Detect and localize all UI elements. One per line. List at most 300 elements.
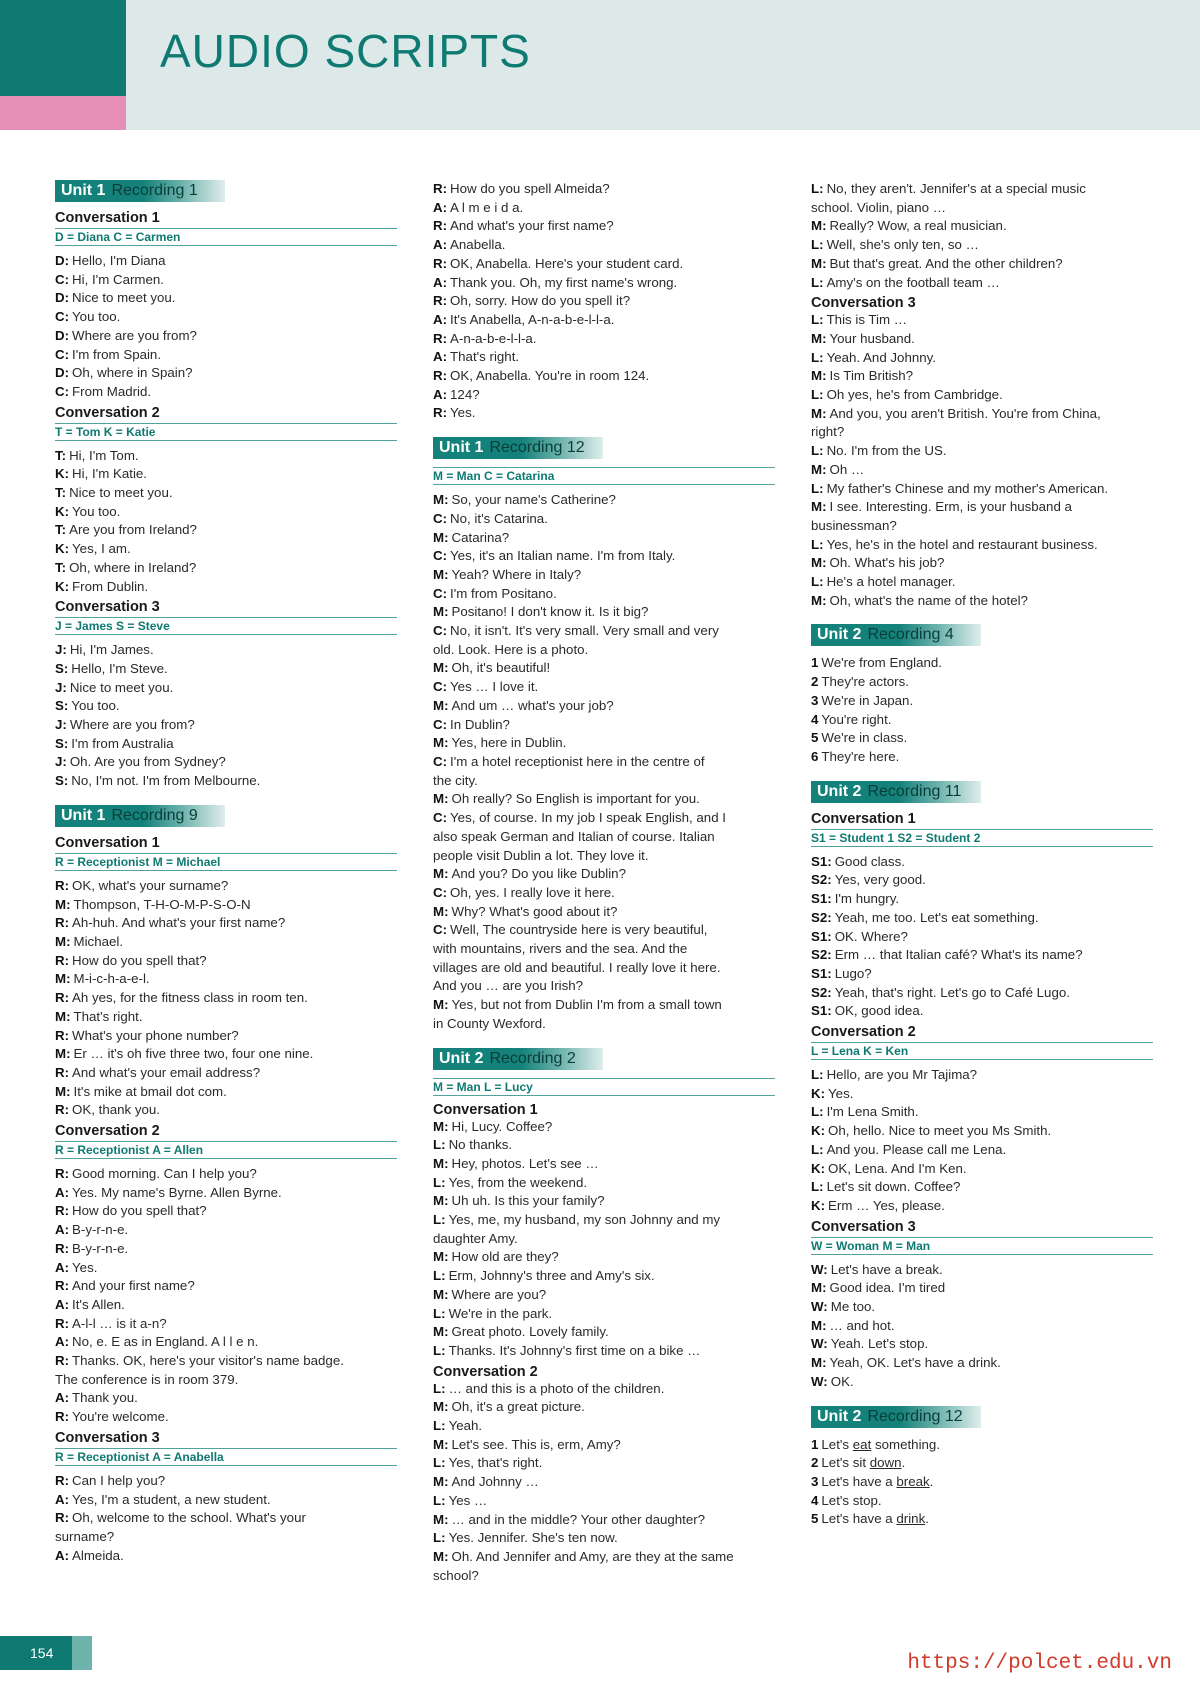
line-text: Well, The countryside here is very beautiful, [450, 922, 708, 938]
line-text: Thanks. OK, here's your visitor's name badge. [72, 1353, 344, 1369]
script-line [433, 180, 775, 199]
speaker-label: M: [811, 1317, 827, 1333]
line-text: My father's Chinese and my mother's American. [826, 480, 1109, 496]
script-line [811, 1178, 1153, 1197]
speaker-label: 4 [811, 711, 819, 727]
speaker-label: L: [811, 1104, 824, 1120]
script-line [433, 1305, 775, 1324]
line-text: Oh, yes. I really love it here. [450, 884, 615, 900]
footer-url: https://polcet.edu.vn [907, 1652, 1172, 1675]
script-line [433, 547, 775, 566]
script-line [811, 1473, 1153, 1492]
line-text: Yes, of course. In my job I speak English, and I [450, 810, 726, 826]
line-text: Thompson, T-H-O-M-P-S-O-N [73, 896, 251, 912]
speaker-label: K: [811, 1123, 826, 1139]
line-text: Ah-huh. And what's your first name? [72, 915, 286, 931]
script-line [55, 1315, 397, 1334]
script-line [811, 461, 1153, 480]
script-line [55, 1491, 397, 1510]
speaker-label: S2: [811, 984, 832, 1000]
script-line [55, 970, 397, 989]
script-line [433, 790, 775, 809]
line-text: Let's sit down. Coffee? [826, 1179, 961, 1195]
speaker-label: T: [55, 485, 67, 501]
speaker-label: C: [433, 884, 448, 900]
line-text: Let's see. This is, erm, Amy? [451, 1436, 621, 1452]
line-text: Hello, are you Mr Tajima? [826, 1067, 978, 1083]
line-text: Let's stop. [821, 1492, 882, 1508]
line-text: Hi, I'm Katie. [72, 466, 147, 482]
script-line [55, 735, 397, 754]
line-text: Oh, sorry. How do you spell it? [450, 293, 631, 309]
line-text: Oh, it's beautiful! [451, 660, 551, 676]
recording-label: Recording 4 [867, 626, 954, 644]
line-text: Where are you from? [72, 327, 197, 343]
speaker-label: L: [433, 1455, 446, 1471]
line-text: OK, what's your surname? [72, 877, 229, 893]
speaker-label: M: [433, 997, 449, 1013]
script-line [811, 1298, 1153, 1317]
line-text: And um … what's your job? [451, 697, 614, 713]
speaker-label: M: [433, 735, 449, 751]
line-text: Yes. My name's Byrne. Allen Byrne. [72, 1184, 282, 1200]
speaker-label: S2: [811, 947, 832, 963]
script-line [811, 480, 1153, 499]
script-line [433, 1417, 775, 1436]
line-text: From Dublin. [72, 578, 149, 594]
line-text: And you, you aren't British. You're from China, [829, 405, 1101, 421]
script-line [433, 1548, 775, 1567]
speaker-label: M: [433, 1118, 449, 1134]
speaker-label: A: [433, 349, 448, 365]
speaker-label: A: [433, 199, 448, 215]
line-text: Me too. [830, 1299, 876, 1315]
line-text-end: something. [871, 1436, 941, 1452]
speaker-label: R: [55, 877, 70, 893]
unit-label: Unit 1 [61, 182, 106, 199]
speaker-label: L: [433, 1212, 446, 1228]
speaker-label: M: [811, 255, 827, 271]
script-line [55, 1101, 397, 1120]
script-line [55, 447, 397, 466]
speaker-label: M: [433, 529, 449, 545]
script-line [433, 1248, 775, 1267]
recording-heading [811, 624, 1153, 646]
line-text: Uh uh. Is this your family? [451, 1193, 605, 1209]
speaker-label: R: [433, 255, 448, 271]
conversation-heading: Conversation 3 [811, 1218, 916, 1235]
script-line [55, 896, 397, 915]
script-line [55, 952, 397, 971]
script-line [55, 383, 397, 402]
speaker-label: M: [433, 492, 449, 508]
speaker-label: 4 [811, 1492, 819, 1508]
line-text: Yes, but not from Dublin I'm from a small town [451, 997, 722, 1013]
line-text: OK, thank you. [72, 1102, 160, 1118]
speaker-label: D: [55, 290, 70, 306]
line-text: OK, good idea. [834, 1003, 924, 1019]
script-line [811, 1354, 1153, 1373]
speaker-label: M: [433, 1193, 449, 1209]
speaker-label: A: [55, 1491, 70, 1507]
line-text: Oh, welcome to the school. What's your [72, 1510, 306, 1526]
script-line [55, 252, 397, 271]
speaker-label: M: [433, 1549, 449, 1564]
section-gap [433, 1034, 775, 1048]
script-line [433, 1323, 775, 1342]
script-line [811, 536, 1153, 555]
line-text: Where are you? [451, 1286, 547, 1302]
speaker-label: L: [811, 312, 824, 328]
script-line [433, 1342, 775, 1361]
line-text: I'm from Australia [71, 735, 174, 751]
speaker-label: K: [55, 503, 70, 519]
script-line [433, 996, 775, 1015]
speaker-key: T = Tom K = Katie [55, 423, 397, 441]
script-line [811, 236, 1153, 255]
speaker-label: R: [55, 952, 70, 968]
column-3 [811, 180, 1153, 1529]
script-line [55, 1259, 397, 1278]
script-line [811, 1141, 1153, 1160]
line-text: Lugo? [834, 965, 872, 981]
line-text: the city. [433, 772, 478, 788]
line-text: And Johnny … [451, 1474, 539, 1490]
unit-label: Unit 2 [817, 1407, 862, 1425]
line-text: right? [811, 424, 845, 440]
line-text: We're in Japan. [821, 692, 914, 708]
speaker-label: A: [433, 274, 448, 290]
speaker-label: L: [433, 1380, 446, 1396]
line-text: We're in the park. [448, 1305, 553, 1321]
speaker-label: K: [55, 466, 70, 482]
speaker-label: A: [55, 1296, 70, 1312]
script-line [433, 716, 775, 735]
speaker-key: L = Lena K = Ken [811, 1042, 1153, 1060]
script-line [433, 1015, 775, 1034]
line-text-end: . [929, 1473, 934, 1489]
line-text: Oh, what's the name of the hotel? [829, 592, 1028, 608]
speaker-label: M: [55, 1083, 71, 1099]
line-text: Yes. [450, 405, 476, 421]
section-gap [811, 767, 1153, 781]
line-text: How do you spell that? [72, 952, 207, 968]
conversation-heading: Conversation 2 [811, 1024, 916, 1041]
script-line [811, 1335, 1153, 1354]
script-line [55, 289, 397, 308]
speaker-label: M: [55, 896, 71, 912]
script-line [55, 1240, 397, 1259]
speaker-label: J: [55, 642, 67, 658]
speaker-label: A: [55, 1547, 70, 1563]
line-text: A-l-l … is it a-n? [72, 1315, 167, 1331]
page-header [0, 0, 1200, 130]
speaker-label: M: [433, 866, 449, 882]
speaker-label: L: [433, 1137, 446, 1153]
line-text: Oh, hello. Nice to meet you Ms Smith. [828, 1123, 1052, 1139]
line-text: Yeah. [448, 1418, 483, 1434]
script-line [811, 1066, 1153, 1085]
script-line [55, 716, 397, 735]
script-line [433, 847, 775, 866]
script-line [55, 271, 397, 290]
line-text: OK, Anabella. Here's your student card. [450, 255, 684, 271]
speaker-label: M: [811, 330, 827, 346]
conversation-heading: Conversation 1 [55, 834, 160, 851]
script-line [55, 1008, 397, 1027]
script-line [433, 348, 775, 367]
line-text: Yeah. Let's stop. [830, 1336, 929, 1352]
line-text: Yes. Jennifer. She's ten now. [448, 1530, 618, 1546]
speaker-label: M: [433, 1511, 449, 1527]
script-line [55, 1221, 397, 1240]
line-text: Well, she's only ten, so … [826, 237, 979, 253]
speaker-label: K: [55, 578, 70, 594]
speaker-label: M: [433, 697, 449, 713]
script-line [433, 697, 775, 716]
line-text: Yes, I'm a student, a new student. [72, 1491, 271, 1507]
script-line [433, 1267, 775, 1286]
script-line [811, 592, 1153, 611]
line-text: Michael. [73, 933, 124, 949]
line-text: Let's have a break. [830, 1261, 943, 1277]
line-text: The conference is in room 379. [55, 1371, 239, 1387]
speaker-label: S: [55, 773, 69, 789]
speaker-label: M: [811, 1355, 827, 1371]
line-text: … and this is a photo of the children. [448, 1380, 665, 1396]
script-line [433, 510, 775, 529]
recording-heading [433, 1048, 775, 1070]
script-line [811, 330, 1153, 349]
line-text: What's your phone number? [72, 1027, 239, 1043]
speaker-label: L: [811, 349, 824, 365]
speaker-label: L: [433, 1492, 446, 1508]
speaker-label: C: [433, 922, 448, 938]
speaker-label: A: [433, 311, 448, 327]
speaker-label: M: [811, 555, 827, 571]
unit-label: Unit 2 [817, 782, 862, 800]
script-line [811, 367, 1153, 386]
line-text: Oh, where in Spain? [72, 365, 193, 381]
line-text: No, they aren't. Jennifer's at a special music [826, 181, 1086, 196]
speaker-label: M: [55, 933, 71, 949]
speaker-label: S1: [811, 1003, 832, 1019]
speaker-label: M: [433, 1399, 449, 1415]
line-text: How do you spell Almeida? [450, 181, 610, 196]
speaker-label: M: [433, 791, 449, 807]
speaker-label: D: [55, 365, 70, 381]
script-line [55, 1408, 397, 1427]
script-line [433, 959, 775, 978]
line-text: Catarina? [451, 529, 510, 545]
line-text: OK, Anabella. You're in room 124. [450, 368, 650, 384]
line-text: Great photo. Lovely family. [451, 1324, 609, 1340]
conversation-heading: Conversation 2 [55, 1123, 160, 1140]
script-line [433, 367, 775, 386]
script-line [433, 1567, 775, 1586]
line-text: Yes. [828, 1085, 854, 1101]
line-text: Er … it's oh five three two, four one nine. [73, 1046, 314, 1062]
recording-heading [811, 1406, 1153, 1428]
script-line [55, 327, 397, 346]
line-text: You too. [72, 309, 121, 325]
script-line [811, 984, 1153, 1003]
line-text: That's right. [450, 349, 520, 365]
script-line [433, 1155, 775, 1174]
speaker-label: A: [55, 1184, 70, 1200]
line-text: B-y-r-n-e. [72, 1222, 129, 1238]
script-line [55, 914, 397, 933]
speaker-label: 2 [811, 674, 819, 690]
script-line [433, 659, 775, 678]
speaker-label: R: [433, 218, 448, 234]
line-text: B-y-r-n-e. [72, 1240, 129, 1256]
script-line [811, 1436, 1153, 1455]
script-line [55, 641, 397, 660]
speaker-label: D: [55, 253, 70, 268]
recording-heading [811, 781, 1153, 803]
speaker-label: C: [55, 383, 70, 399]
script-line [433, 940, 775, 959]
line-text: You too. [71, 698, 120, 714]
line-text: 124? [450, 386, 480, 402]
section-gap [811, 610, 1153, 624]
line-text: Erm … Yes, please. [828, 1197, 945, 1213]
line-text: old. Look. Here is a photo. [433, 641, 589, 657]
script-line [55, 559, 397, 578]
line-text: Nice to meet you. [69, 485, 173, 501]
line-text: Good idea. I'm tired [829, 1280, 946, 1296]
script-line [433, 678, 775, 697]
speaker-label: R: [433, 405, 448, 421]
line-text: Hi, I'm Carmen. [72, 271, 164, 287]
line-text: I see. Interesting. Erm, is your husband a [829, 499, 1072, 515]
speaker-label: R: [55, 990, 70, 1006]
script-line [433, 386, 775, 405]
speaker-label: S2: [811, 909, 832, 925]
speaker-label: J: [55, 754, 67, 770]
script-line [433, 1398, 775, 1417]
script-line [55, 1027, 397, 1046]
line-text: with mountains, rivers and the sea. And the [433, 941, 688, 957]
script-line [811, 1197, 1153, 1216]
line-text: OK. Where? [834, 928, 908, 944]
script-line [433, 772, 775, 791]
line-text: Almeida. [72, 1547, 124, 1563]
line-text: They're here. [821, 748, 900, 764]
speaker-label: A: [433, 386, 448, 402]
speaker-label: A: [55, 1222, 70, 1238]
line-text: Oh. Are you from Sydney? [69, 754, 226, 770]
speaker-key: M = Man C = Catarina [433, 467, 775, 485]
script-line [433, 311, 775, 330]
line-text: And what's your email address? [72, 1064, 261, 1080]
script-line [55, 697, 397, 716]
line-text: It's Allen. [72, 1296, 125, 1312]
script-line [811, 1510, 1153, 1529]
script-line [811, 255, 1153, 274]
speaker-label: W: [811, 1299, 828, 1315]
line-text: I'm Lena Smith. [826, 1104, 919, 1120]
script-line [433, 199, 775, 218]
speaker-label: K: [55, 541, 70, 557]
line-text: So, your name's Catherine? [451, 492, 616, 508]
line-text: That's right. [73, 1008, 143, 1024]
unit-label: Unit 1 [439, 439, 484, 457]
script-line [55, 1184, 397, 1203]
script-line [433, 1473, 775, 1492]
line-text: Why? What's good about it? [451, 903, 618, 919]
section-gap [811, 1392, 1153, 1406]
speaker-label: 3 [811, 692, 819, 708]
speaker-label: T: [55, 447, 67, 463]
speaker-label: R: [55, 1240, 70, 1256]
speaker-label: L: [811, 1179, 824, 1195]
speaker-label: M: [55, 971, 71, 987]
script-line [811, 748, 1153, 767]
script-line [811, 1492, 1153, 1511]
script-line [433, 292, 775, 311]
line-text: Thank you. Oh, my first name's wrong. [450, 274, 678, 290]
line-text: Oh … [829, 461, 865, 477]
page-title: AUDIO SCRIPTS [160, 25, 531, 77]
script-line [433, 1492, 775, 1511]
script-line [811, 554, 1153, 573]
script-line [55, 877, 397, 896]
script-line [433, 1230, 775, 1249]
speaker-label: C: [55, 309, 70, 325]
script-line [55, 1352, 397, 1371]
speaker-label: J: [55, 717, 67, 733]
line-text: Good morning. Can I help you? [72, 1166, 257, 1182]
script-line [55, 1389, 397, 1408]
section-gap [433, 423, 775, 437]
line-text: I'm hungry. [834, 891, 900, 907]
script-line [55, 346, 397, 365]
line-text: villages are old and beautiful. I really love it here. [433, 959, 721, 975]
script-line [55, 772, 397, 791]
script-line [55, 1528, 397, 1547]
script-line [433, 753, 775, 772]
line-text: Hello, I'm Diana [72, 253, 166, 268]
line-text: Nice to meet you. [72, 290, 176, 306]
script-line [811, 1373, 1153, 1392]
line-text: … and hot. [829, 1317, 895, 1333]
line-text: Yes, here in Dublin. [451, 735, 567, 751]
script-line [433, 903, 775, 922]
script-line [811, 1454, 1153, 1473]
script-line [433, 641, 775, 660]
stressed-word: down [869, 1455, 902, 1471]
script-line [811, 442, 1153, 461]
line-text: It's mike at bmail dot com. [73, 1083, 227, 1099]
script-line [55, 660, 397, 679]
script-line [811, 729, 1153, 748]
line-text: We're from England. [821, 655, 942, 671]
speaker-label: J: [55, 679, 67, 695]
script-line [433, 1286, 775, 1305]
speaker-label: S1: [811, 928, 832, 944]
speaker-label: C: [433, 548, 448, 564]
speaker-label: L: [811, 387, 824, 403]
line-text: And your first name? [72, 1278, 195, 1294]
speaker-label: R: [55, 1027, 70, 1043]
line-text: OK, Lena. And I'm Ken. [828, 1160, 967, 1176]
script-line [55, 1064, 397, 1083]
line-text: Yes, I am. [72, 541, 131, 557]
line-text: Yes … I love it. [450, 679, 539, 695]
recording-label: Recording 2 [489, 1049, 576, 1067]
